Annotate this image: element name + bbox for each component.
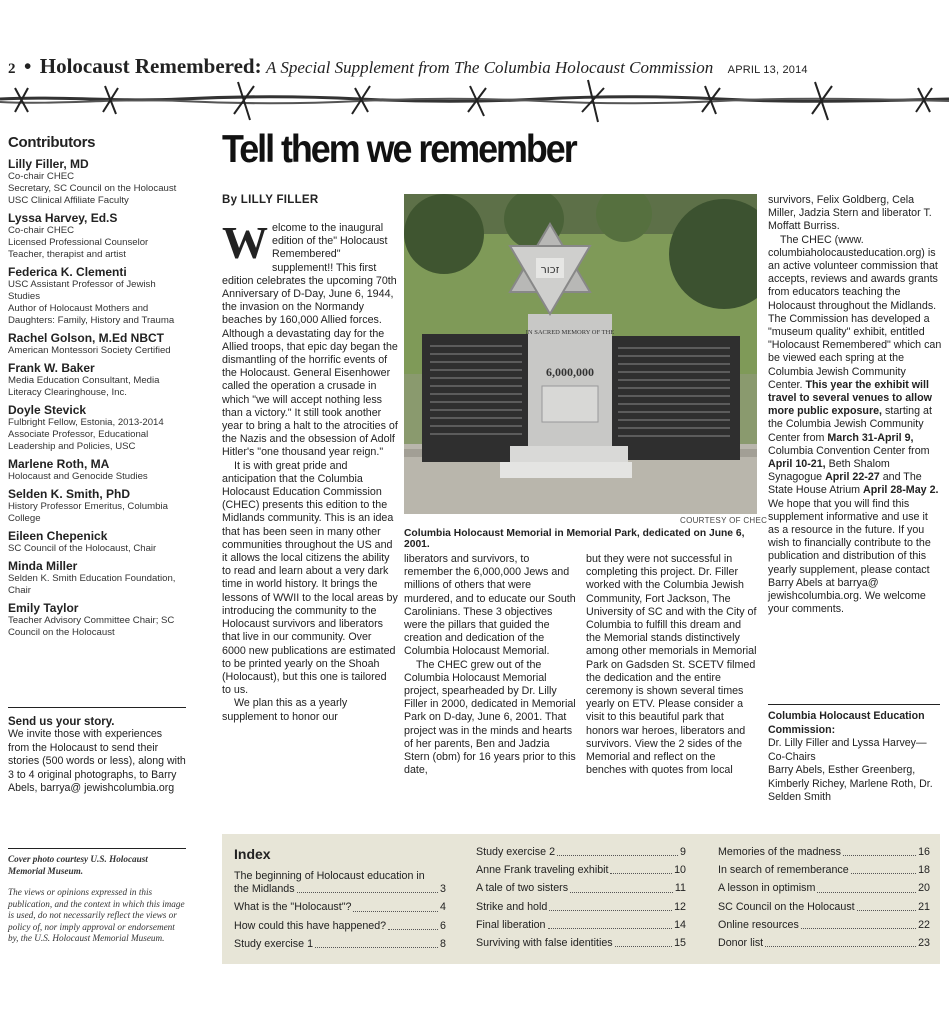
contributor-role: Associate Professor, Educational Leadership and Policies, USC	[8, 429, 149, 452]
index-entry-page: 14	[674, 918, 686, 931]
contributor-name: Minda Miller	[8, 559, 78, 573]
index-entry[interactable]	[234, 920, 446, 933]
index-entry-page: 16	[918, 846, 930, 858]
contributor	[8, 157, 190, 207]
index-entry-label: SC Council on the Holocaust	[718, 900, 855, 913]
publication-title: Holocaust Remembered:	[39, 54, 262, 78]
commission-members: Barry Abels, Esther Greenberg, Kimberly Richey, Marlene Roth, Dr. Selden Smith	[768, 764, 933, 803]
index-entry[interactable]	[476, 846, 686, 859]
contributor-name: Marlene Roth, MA	[8, 457, 110, 471]
index-entry-page: 9	[680, 846, 686, 858]
article-paragraph: but they were not successful in completing this project. Dr. Filler worked with the Columbia Jewish Community, Fort Jackson, The University of SC and with the City of Columbia to fulfill this dream and the Memorial stands distinctively among other memorials in Memorial Park on Gadsden St. SCETV filmed the dedication and the entire ceremony is shown several times yearly on ETV. Please consider a visit to this beautiful park that honors war heroes, liberators and survivors. View the 2 sides of the Memorial and reflect on the benches with quotes from local	[586, 553, 757, 777]
index-entry-label: the Midlands	[234, 883, 295, 896]
contributor-role: Teacher, therapist and artist	[8, 249, 126, 260]
memorial-inscription-number: 6,000,000	[546, 365, 594, 379]
index-entry[interactable]	[718, 901, 930, 914]
index-entry[interactable]	[718, 864, 930, 877]
contributor-name: Lyssa Harvey, Ed.S	[8, 211, 118, 225]
index-entry-page: 18	[918, 864, 930, 877]
contributor	[8, 529, 190, 555]
article-column-4	[768, 194, 942, 617]
contributor-name: Eileen Chepenick	[8, 529, 108, 543]
index-entry-label: What is the "Holocaust"?	[234, 901, 352, 914]
send-story-body: We invite those with experiences from the Holocaust to send their stories (500 words or less), along with 3 to 4 original photographs, to Barry Abels, barrya@ jewishcolumbia.org	[8, 728, 186, 794]
index-entry-label: Study exercise 2	[476, 846, 556, 858]
contributor	[8, 559, 190, 597]
memorial-inscription-small: IN SACRED MEMORY OF THE	[525, 329, 615, 336]
text-run: Columbia Convention Center from	[768, 444, 930, 457]
bold-run: March 31-April 9,	[827, 431, 914, 444]
text-run: We hope that you will find this supplement informative and use it as a resource in the future. If you wish to financially contribute to the publication and distribution of this yearly supplement, please contact Barry Abels at barrya@ jewishcolumbia.org. We welcome your comments.	[768, 497, 931, 616]
index-entry[interactable]	[718, 937, 930, 950]
contributor	[8, 487, 190, 525]
contributor	[8, 403, 190, 453]
contributor-role: USC Assistant Professor of Jewish Studies	[8, 279, 156, 302]
header-bullet: •	[23, 54, 32, 78]
index-entry[interactable]	[234, 938, 446, 951]
index-column-3	[718, 846, 930, 955]
cover-credit: Cover photo courtesy U.S. Holocaust Memorial Museum.	[8, 854, 148, 876]
index-entry-page: 15	[674, 937, 686, 950]
send-story-box	[8, 707, 186, 796]
article-paragraph: elcome to the inaugural edition of the" Holocaust Remembered" supplement!! This first edition celebrates the upcoming 70th Anniversary of D-Day, June 6, 1944, the invasion on the Normandy beaches by 160,000 Allied forces. Although a devastating day for the Allied troops, that epic day began the dismantling of the horrific events of the Holocaust. General Eisenhower called the operation a crusade in which "we will accept nothing less than a victory." It still took another year to bring a halt to the atrocities of the Nazis and the obsession of Adolf Hitler's "one thousand year reign."	[222, 222, 398, 459]
index-entry-label: Study exercise 1	[234, 937, 314, 950]
contributor-role: Teacher Advisory Committee Chair; SC Council on the Holocaust	[8, 615, 175, 638]
contributors-list	[8, 157, 190, 639]
contributor	[8, 211, 190, 261]
index-entry[interactable]	[718, 882, 930, 895]
museum-disclaimer: The views or opinions expressed in this publication, and the context in which this image is used, do not necessarily reflect the views or policy of, nor imply approval or endorsement by, the U.S. Holocaust Memorial Museum.	[8, 887, 185, 943]
contributor-role: Selden K. Smith Education Foundation, Chair	[8, 573, 176, 596]
barbed-wire-divider	[0, 74, 949, 126]
contributor-role: Holocaust and Genocide Studies	[8, 471, 148, 482]
bold-run: April 10-21,	[768, 458, 826, 471]
article-headline: Tell them we remember	[222, 128, 576, 171]
contributor-name: Rachel Golson, M.Ed NBCT	[8, 331, 165, 345]
text-run: and The State House Atrium	[768, 471, 922, 497]
contributor-role: Author of Holocaust Mothers and Daughters: Family, History and Trauma	[8, 303, 175, 326]
contributor	[8, 361, 190, 399]
index-box	[222, 834, 940, 964]
article-column-2	[404, 553, 576, 777]
index-column-2	[476, 846, 686, 955]
contributor-name: Emily Taylor	[8, 601, 79, 615]
index-entry-page: 6	[440, 919, 446, 932]
index-entry-label: A tale of two sisters	[476, 882, 569, 895]
index-entry[interactable]	[718, 919, 930, 932]
text-run: Beth Shalom Synagogue	[768, 458, 890, 484]
index-entry-page: 10	[674, 864, 686, 877]
contributor	[8, 265, 190, 327]
article-paragraph	[768, 234, 942, 617]
contributor	[8, 331, 190, 357]
index-entry[interactable]	[718, 846, 930, 859]
bold-run: This year the exhibit will travel to several venues to allow more public exposure,	[768, 378, 932, 418]
commission-heading: Columbia Holocaust Education Commission:	[768, 710, 925, 736]
commission-chairs: Dr. Lilly Filler and Lyssa Harvey— Co-Chairs	[768, 737, 927, 763]
index-entry-page: 23	[918, 937, 930, 950]
index-entry-label: How could this have happened?	[234, 919, 387, 932]
article-paragraph: liberators and survivors, to remember the 6,000,000 Jews and millions of others that were murdered, and to educate our South Carolinians. These 3 objectives were the pillars that guided the creation and dedication of the Columbia Holocaust Memorial.	[404, 553, 576, 658]
send-story-heading: Send us your story.	[8, 716, 115, 728]
index-entry-label: Anne Frank traveling exhibit	[476, 864, 609, 877]
contributor-role: American Montessori Society Certified	[8, 345, 171, 356]
contributors-panel	[8, 134, 190, 639]
index-entry-label: In search of rememberance	[718, 864, 849, 877]
index-entry-label: Final liberation	[476, 918, 546, 931]
contributor-role: SC Council of the Holocaust, Chair	[8, 543, 157, 554]
index-entry-label: A lesson in optimism	[718, 882, 816, 895]
index-entry[interactable]	[476, 901, 686, 914]
index-entry-label: The beginning of Holocaust education in	[234, 870, 425, 882]
index-entry[interactable]	[476, 882, 686, 895]
contributor-role: USC Clinical Affiliate Faculty	[8, 195, 129, 206]
publication-subtitle: A Special Supplement from The Columbia Holocaust Commission	[266, 58, 714, 77]
cover-note	[8, 848, 186, 945]
article-column-1	[222, 217, 398, 724]
article-paragraph: The CHEC grew out of the Columbia Holocaust Memorial project, spearheaded by Dr. Lilly Filler in 2000, dedicated in Memorial Park on D-day, June 6, 2001. That project was in the minds and hearts of her parents, Ben and Jadzia Stern (obm) for 16 years prior to this date,	[404, 658, 576, 777]
index-entry-label: Online resources	[718, 918, 799, 931]
photo-credit: COURTESY OF CHEC	[680, 516, 768, 525]
index-entry-label: Surviving with false identities	[476, 937, 613, 950]
index-entry-page: 12	[674, 900, 686, 913]
contributor-name: Doyle Stevick	[8, 403, 87, 417]
index-entry-label: Memories of the madness	[718, 846, 841, 858]
drop-cap: W	[222, 217, 268, 268]
index-heading: Index	[234, 846, 271, 862]
commission-box	[768, 704, 940, 805]
index-entry[interactable]	[476, 937, 686, 950]
bold-run: April 22-27	[825, 471, 880, 484]
contributor-role: Co-chair CHEC	[8, 225, 75, 236]
index-entry[interactable]	[476, 919, 686, 932]
contributor-name: Selden K. Smith, PhD	[8, 487, 131, 501]
index-entry-page: 22	[918, 918, 930, 931]
index-entry-page: 4	[440, 901, 446, 914]
index-entry-label: Strike and hold	[476, 900, 548, 913]
index-entry-label: Donor list	[718, 937, 764, 950]
contributor-role: History Professor Emeritus, Columbia College	[8, 501, 168, 524]
contributor-name: Frank W. Baker	[8, 361, 95, 375]
index-entry-page: 8	[440, 937, 446, 950]
index-entry[interactable]	[476, 864, 686, 877]
contributor	[8, 457, 190, 483]
contributor-role: Fulbright Fellow, Estonia, 2013-2014	[8, 417, 164, 428]
index-entry[interactable]	[234, 870, 446, 896]
bold-run: April 28-May 2.	[863, 484, 939, 497]
contributor-role: Secretary, SC Council on the Holocaust	[8, 183, 177, 194]
index-entry[interactable]	[234, 901, 446, 914]
index-column-1	[234, 870, 446, 956]
index-entry-page: 20	[918, 882, 930, 895]
article-paragraph: It is with great pride and anticipation that the Columbia Holocaust Education Commission (CHEC) presents this edition to the Midlands community. This is an idea that has been seen in many other communities throughout the US and it allows the local citizens the ability to read and learn about a very dark time in world history. It brings the lessons of WWII to the local areas by introducing the community to the Holocaust survivors and liberators that live in our community. Over 6000 new publications are estimated to be printed yearly on the Shoah (Holocaust), but this one is tailored to us.	[222, 459, 398, 697]
article-column-3	[586, 553, 758, 777]
index-entry-page: 11	[674, 882, 686, 895]
photo-caption: Columbia Holocaust Memorial in Memorial Park, dedicated on June 6, 2001.	[404, 528, 745, 550]
contributor-role: Co-chair CHEC	[8, 171, 75, 182]
publication-date: APRIL 13, 2014	[727, 64, 808, 76]
memorial-photo	[404, 194, 757, 514]
contributor-role: Media Education Consultant, Media Literacy Clearinghouse, Inc.	[8, 375, 160, 398]
text-run: starting at the Columbia Jewish Community Center from	[768, 405, 932, 444]
index-entry-page: 3	[440, 883, 446, 896]
contributors-heading: Contributors	[8, 134, 96, 151]
text-run: The CHEC (www. columbiaholocausteducation.org) is an active volunteer commission that accepts, reviews and awards grants from educators teaching the Holocaust throughout the Midlands. The Commission has developed a "museum quality" exhibit, entitled "Holocaust Remembered" which can be viewed each spring at the Columbia Jewish Community Center.	[768, 233, 942, 391]
contributor-name: Federica K. Clementi	[8, 265, 127, 279]
index-entry-page: 21	[918, 900, 930, 913]
page-number: 2	[8, 61, 16, 77]
hebrew-inscription: זכור	[540, 263, 560, 276]
contributor-name: Lilly Filler, MD	[8, 157, 89, 171]
article-byline: By LILLY FILLER	[222, 194, 319, 206]
contributor-role: Licensed Professional Counselor	[8, 237, 149, 248]
article-paragraph: We plan this as a yearly supplement to honor our	[222, 697, 348, 723]
contributor	[8, 601, 190, 639]
article-paragraph: survivors, Felix Goldberg, Cela Miller, Jadzia Stern and liberator T. Moffatt Burriss.	[768, 194, 932, 233]
